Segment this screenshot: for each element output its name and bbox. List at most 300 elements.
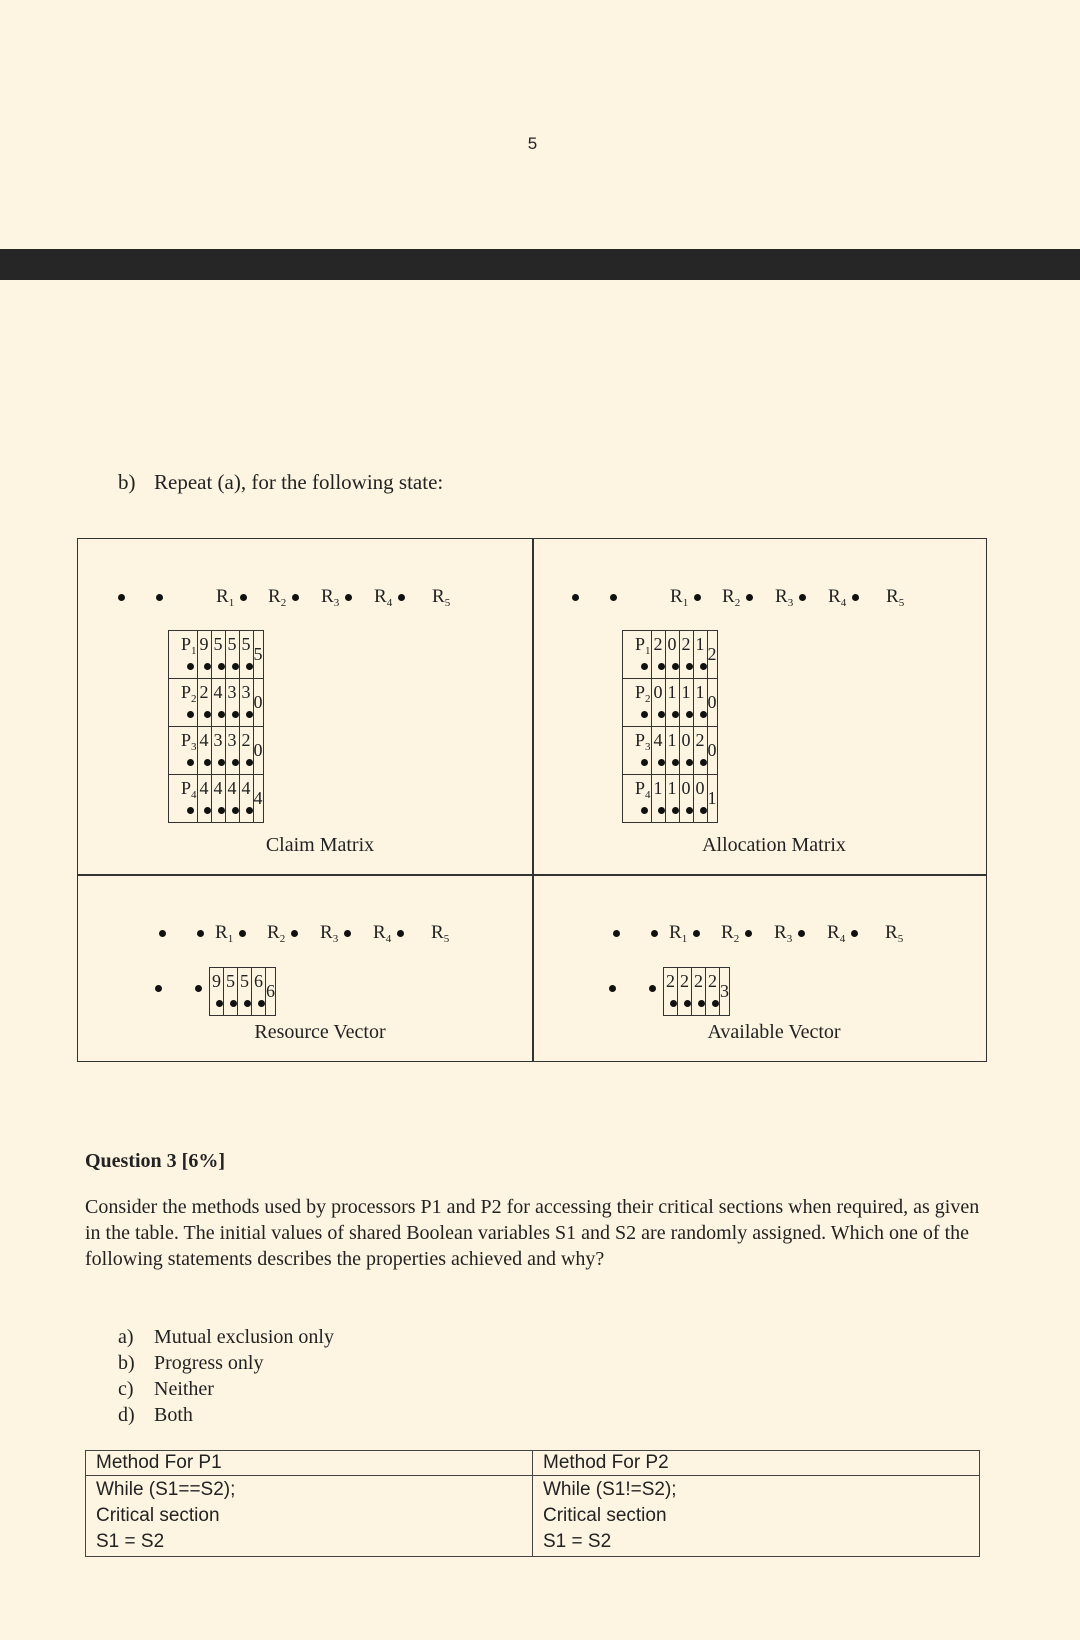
bullet-dot xyxy=(232,807,239,814)
bullet-dot xyxy=(641,711,648,718)
cell-value: 0 xyxy=(681,777,691,798)
bullet-dot xyxy=(746,594,753,601)
code-line: While (S1==S2); xyxy=(96,1479,236,1500)
bullet-dot xyxy=(641,663,648,670)
code-line: Critical section xyxy=(96,1505,220,1526)
part-b-text: Repeat (a), for the following state: xyxy=(154,470,444,494)
cell-value: 2 xyxy=(680,970,689,991)
bullet-dot xyxy=(246,711,253,718)
subscript: 2 xyxy=(191,692,197,705)
process-label xyxy=(169,631,198,679)
resource-header: $R_5$ xyxy=(432,586,451,609)
bullet-dot xyxy=(218,759,225,766)
cell-value: 0 xyxy=(253,740,263,760)
resource-header: $P_1$ xyxy=(181,634,197,675)
resource-header-3 xyxy=(320,922,351,944)
bullet-dot xyxy=(670,1000,677,1007)
matrix-cell xyxy=(665,775,679,823)
matrix-cell xyxy=(693,775,707,823)
resource-header: $R_2$ xyxy=(722,586,753,607)
resource-header-2 xyxy=(722,586,753,608)
code-line: S1 = S2 xyxy=(543,1531,612,1552)
vector-cell xyxy=(706,968,720,1016)
cell-value: 6 xyxy=(266,981,275,1001)
bullet-dot xyxy=(672,711,679,718)
bullet-dot xyxy=(232,711,239,718)
matrix-cell xyxy=(651,727,665,775)
bullet-dot xyxy=(852,594,859,601)
subscript: 4 xyxy=(191,788,197,801)
vector-cell xyxy=(692,968,706,1016)
vector-row xyxy=(664,968,730,1016)
subscript: 5 xyxy=(444,597,451,609)
matrix-cell xyxy=(693,631,707,679)
resource-header: $P_2$ xyxy=(635,682,651,723)
cell-value: 1 xyxy=(667,777,677,798)
subscript: 2 xyxy=(734,597,741,609)
question3-options xyxy=(118,1324,334,1428)
cell-value: 0 xyxy=(681,729,691,750)
matrix-cell xyxy=(665,631,679,679)
matrix-row xyxy=(169,631,264,679)
matrix-cell xyxy=(679,775,693,823)
bullet-dot xyxy=(672,759,679,766)
matrix-cell xyxy=(197,775,211,823)
resource-header-4 xyxy=(374,586,405,608)
vector-cell xyxy=(238,968,252,1016)
bullet-dot xyxy=(613,930,620,937)
subscript: 3 xyxy=(645,740,651,753)
bullet-dot xyxy=(649,985,656,992)
resource-header: $R_1$ xyxy=(216,586,247,607)
cell-value: 6 xyxy=(254,970,263,991)
matrix-cell xyxy=(239,727,253,775)
resource-header-2 xyxy=(721,922,752,944)
matrix-cell xyxy=(225,727,239,775)
bullet-dot xyxy=(686,711,693,718)
cell-value: 0 xyxy=(253,692,263,712)
bullet-dot xyxy=(218,807,225,814)
method-p2-code xyxy=(533,1476,980,1557)
cell-value: 2 xyxy=(681,633,691,654)
part-b-intro xyxy=(118,470,443,495)
option-c xyxy=(118,1376,334,1402)
option-text: Both xyxy=(154,1404,193,1426)
matrix-cell xyxy=(239,679,253,727)
matrix-row xyxy=(169,679,264,727)
bullet-dot xyxy=(684,1000,691,1007)
bullet-dot xyxy=(651,930,658,937)
subscript: 4 xyxy=(839,933,846,945)
subscript: 2 xyxy=(733,933,740,945)
subscript: 2 xyxy=(280,597,287,609)
code-line: S1 = S2 xyxy=(96,1531,165,1552)
frame-vertical-divider xyxy=(532,538,534,1062)
matrix-row xyxy=(623,679,718,727)
cell-value: 4 xyxy=(213,681,223,702)
matrix-cell xyxy=(665,679,679,727)
bullet-dot xyxy=(641,807,648,814)
resource-header: $R_4$ xyxy=(828,586,859,607)
option-text: Progress only xyxy=(154,1352,264,1374)
bullet-dot xyxy=(204,807,211,814)
cell-value: 1 xyxy=(695,633,705,654)
bullet-dot xyxy=(397,930,404,937)
bullet-dot xyxy=(155,985,162,992)
bullet-dot xyxy=(156,594,163,601)
process-label xyxy=(169,727,198,775)
matrix-cell xyxy=(225,631,239,679)
bullet-dot xyxy=(745,930,752,937)
cell-value: 5 xyxy=(240,970,249,991)
bullet-dot xyxy=(230,1000,237,1007)
bullet-dot xyxy=(187,759,194,766)
bullet-dot xyxy=(246,663,253,670)
cell-value: 0 xyxy=(667,633,677,654)
cell-value: 4 xyxy=(241,777,251,798)
resource-header-5 xyxy=(431,922,449,944)
subscript: 4 xyxy=(386,597,393,609)
bullet-dot xyxy=(195,985,202,992)
vector-cell xyxy=(678,968,692,1016)
resource-header-1 xyxy=(670,586,701,608)
matrix-cell xyxy=(707,679,717,727)
option-label: d) xyxy=(118,1404,135,1426)
resource-header: $R_3$ xyxy=(774,922,805,943)
cell-value: 5 xyxy=(226,970,235,991)
claim-matrix-table xyxy=(168,630,264,823)
bullet-dot xyxy=(258,1000,265,1007)
cell-value: 1 xyxy=(667,681,677,702)
subscript: 3 xyxy=(191,740,197,753)
resource-header-2 xyxy=(268,586,299,608)
resource-header: $R_5$ xyxy=(885,922,904,945)
resource-header: $R_5$ xyxy=(431,922,450,945)
resource-header-4 xyxy=(373,922,404,944)
bullet-dot xyxy=(686,663,693,670)
method-p1-title: Method For P1 xyxy=(86,1451,533,1476)
option-a xyxy=(118,1324,334,1350)
bullet-dot xyxy=(700,663,707,670)
matrix-row xyxy=(623,775,718,823)
matrix-cell xyxy=(679,727,693,775)
allocation-matrix-caption: Allocation Matrix xyxy=(702,834,846,856)
vector-cell xyxy=(720,968,730,1016)
subscript: 3 xyxy=(787,597,794,609)
available-vector-table xyxy=(663,967,730,1016)
matrix-cell xyxy=(253,679,263,727)
cell-value: 3 xyxy=(227,729,237,750)
bullet-dot xyxy=(292,594,299,601)
option-text: Mutual exclusion only xyxy=(154,1326,334,1348)
bullet-dot xyxy=(672,807,679,814)
cell-value: 9 xyxy=(212,970,221,991)
process-label xyxy=(623,727,652,775)
resource-header-1 xyxy=(216,586,247,608)
bullet-dot xyxy=(641,759,648,766)
bullet-dot xyxy=(218,663,225,670)
cell-value: 0 xyxy=(707,692,717,712)
matrix-cell xyxy=(211,775,225,823)
bullet-dot xyxy=(698,1000,705,1007)
cell-value: 1 xyxy=(707,788,717,808)
resource-header-5 xyxy=(886,586,904,608)
available-vector-caption: Available Vector xyxy=(707,1021,841,1043)
cell-value: 2 xyxy=(666,970,675,991)
subscript: 4 xyxy=(385,933,392,945)
matrix-cell xyxy=(665,727,679,775)
resource-header-5 xyxy=(885,922,903,944)
bullet-dot xyxy=(204,663,211,670)
matrix-cell xyxy=(239,631,253,679)
resource-header: $P_2$ xyxy=(181,682,197,723)
bullet-dot xyxy=(798,930,805,937)
matrix-row xyxy=(623,727,718,775)
matrix-cell xyxy=(211,631,225,679)
option-b xyxy=(118,1350,334,1376)
option-label: c) xyxy=(118,1378,134,1400)
bullet-dot xyxy=(610,594,617,601)
subscript: 5 xyxy=(897,933,904,945)
bullet-dot xyxy=(232,663,239,670)
bullet-dot xyxy=(693,930,700,937)
matrix-cell xyxy=(225,679,239,727)
process-label xyxy=(623,775,652,823)
matrix-cell xyxy=(693,727,707,775)
subscript: 5 xyxy=(443,933,450,945)
bullet-dot xyxy=(246,807,253,814)
bullet-dot xyxy=(240,594,247,601)
bullet-dot xyxy=(712,1000,719,1007)
bullet-dot xyxy=(159,930,166,937)
matrix-cell xyxy=(197,631,211,679)
resource-header-3 xyxy=(321,586,352,608)
code-line: Critical section xyxy=(543,1505,667,1526)
cell-value: 0 xyxy=(695,777,705,798)
resource-header-3 xyxy=(775,586,806,608)
resource-header: $R_3$ xyxy=(320,922,351,943)
resource-header: $R_1$ xyxy=(215,922,246,943)
resource-header: $R_2$ xyxy=(267,922,298,943)
resource-vector-table xyxy=(209,967,276,1016)
cell-value: 5 xyxy=(213,633,223,654)
bullet-dot xyxy=(658,759,665,766)
subscript: 1 xyxy=(682,597,689,609)
matrix-cell xyxy=(253,727,263,775)
bullet-dot xyxy=(700,759,707,766)
subscript: 2 xyxy=(279,933,286,945)
matrix-cell xyxy=(211,679,225,727)
resource-header: $R_4$ xyxy=(827,922,858,943)
bullet-dot xyxy=(658,711,665,718)
bullet-dot xyxy=(658,807,665,814)
vector-cell xyxy=(664,968,678,1016)
matrix-cell xyxy=(239,775,253,823)
matrix-row xyxy=(169,775,264,823)
bullet-dot xyxy=(398,594,405,601)
question3-title: Question 3 [6%] xyxy=(85,1150,225,1172)
part-b-label: b) xyxy=(118,470,136,494)
bullet-dot xyxy=(345,594,352,601)
cell-value: 2 xyxy=(199,681,209,702)
process-label xyxy=(169,775,198,823)
resource-header: $R_1$ xyxy=(670,586,701,607)
matrix-cell xyxy=(679,631,693,679)
resource-header: $R_3$ xyxy=(321,586,352,607)
frame-horizontal-divider xyxy=(77,874,987,876)
matrix-row xyxy=(169,727,264,775)
allocation-matrix-table xyxy=(622,630,718,823)
bullet-dot xyxy=(187,663,194,670)
claim-matrix-caption: Claim Matrix xyxy=(265,834,375,856)
option-text: Neither xyxy=(154,1378,214,1400)
option-label: b) xyxy=(118,1352,135,1374)
cell-value: 4 xyxy=(213,777,223,798)
subscript: 3 xyxy=(333,597,340,609)
bullet-dot xyxy=(218,711,225,718)
bullet-dot xyxy=(246,759,253,766)
matrix-cell xyxy=(211,727,225,775)
cell-value: 0 xyxy=(653,681,663,702)
resource-header-1 xyxy=(215,922,246,944)
cell-value: 1 xyxy=(695,681,705,702)
cell-value: 1 xyxy=(681,681,691,702)
method-p1-code xyxy=(86,1476,533,1557)
bullet-dot xyxy=(672,663,679,670)
resource-header: $R_5$ xyxy=(886,586,905,609)
matrix-cell xyxy=(197,679,211,727)
subscript: 3 xyxy=(786,933,793,945)
resource-header: $P_3$ xyxy=(181,730,197,771)
cell-value: 0 xyxy=(707,740,717,760)
matrix-cell xyxy=(707,775,717,823)
vector-cell xyxy=(252,968,266,1016)
subscript: 1 xyxy=(681,933,688,945)
subscript: 4 xyxy=(645,788,651,801)
cell-value: 2 xyxy=(653,633,663,654)
matrix-cell xyxy=(197,727,211,775)
cell-value: 4 xyxy=(199,777,209,798)
bullet-dot xyxy=(658,663,665,670)
cell-value: 4 xyxy=(199,729,209,750)
bullet-dot xyxy=(118,594,125,601)
cell-value: 1 xyxy=(653,777,663,798)
matrix-cell xyxy=(693,679,707,727)
resource-header-5 xyxy=(432,586,450,608)
matrix-cell xyxy=(651,679,665,727)
resource-header: $R_4$ xyxy=(374,586,405,607)
cell-value: 4 xyxy=(253,788,263,808)
bullet-dot xyxy=(187,711,194,718)
cell-value: 5 xyxy=(227,633,237,654)
bullet-dot xyxy=(291,930,298,937)
bullet-dot xyxy=(700,711,707,718)
separator-band xyxy=(0,249,1080,280)
cell-value: 5 xyxy=(253,644,263,664)
subscript: 1 xyxy=(645,644,651,657)
subscript: 5 xyxy=(898,597,905,609)
bullet-dot xyxy=(216,1000,223,1007)
cell-value: 2 xyxy=(707,644,717,664)
resource-header-4 xyxy=(828,586,859,608)
matrix-cell xyxy=(253,775,263,823)
resource-header: $R_4$ xyxy=(373,922,404,943)
subscript: 1 xyxy=(228,597,235,609)
matrix-cell xyxy=(651,775,665,823)
matrix-cell xyxy=(651,631,665,679)
bullet-dot xyxy=(204,759,211,766)
cell-value: 4 xyxy=(227,777,237,798)
resource-header: $R_3$ xyxy=(775,586,806,607)
matrix-cell xyxy=(225,775,239,823)
matrix-cell xyxy=(707,631,717,679)
subscript: 4 xyxy=(840,597,847,609)
cell-value: 2 xyxy=(695,729,705,750)
cell-value: 2 xyxy=(241,729,251,750)
resource-header: $P_3$ xyxy=(635,730,651,771)
resource-header-4 xyxy=(827,922,858,944)
bullet-dot xyxy=(700,807,707,814)
option-d xyxy=(118,1402,334,1428)
bullet-dot xyxy=(239,930,246,937)
vector-cell xyxy=(266,968,276,1016)
cell-value: 3 xyxy=(213,729,223,750)
resource-header: $P_1$ xyxy=(635,634,651,675)
subscript: 2 xyxy=(645,692,651,705)
cell-value: 3 xyxy=(241,681,251,702)
resource-vector-caption: Resource Vector xyxy=(254,1021,386,1043)
cell-value: 3 xyxy=(720,981,729,1001)
subscript: 1 xyxy=(191,644,197,657)
bullet-dot xyxy=(851,930,858,937)
bullet-dot xyxy=(232,759,239,766)
bullet-dot xyxy=(686,759,693,766)
bullet-dot xyxy=(187,807,194,814)
subscript: 3 xyxy=(332,933,339,945)
cell-value: 4 xyxy=(653,729,663,750)
code-line: While (S1!=S2); xyxy=(543,1479,677,1500)
bullet-dot xyxy=(197,930,204,937)
resource-header: $P_4$ xyxy=(635,778,651,819)
resource-header: $R_1$ xyxy=(669,922,700,943)
cell-value: 1 xyxy=(667,729,677,750)
process-label xyxy=(623,679,652,727)
cell-value: 2 xyxy=(694,970,703,991)
bullet-dot xyxy=(686,807,693,814)
page-number: 5 xyxy=(527,134,538,153)
process-label xyxy=(623,631,652,679)
cell-value: 2 xyxy=(708,970,717,991)
resource-header: $R_2$ xyxy=(721,922,752,943)
bullet-dot xyxy=(799,594,806,601)
resource-header-2 xyxy=(267,922,298,944)
matrix-row xyxy=(623,631,718,679)
bullet-dot xyxy=(244,1000,251,1007)
resource-header-1 xyxy=(669,922,700,944)
option-label: a) xyxy=(118,1326,134,1348)
bullet-dot xyxy=(204,711,211,718)
methods-table xyxy=(85,1450,980,1557)
bullet-dot xyxy=(694,594,701,601)
vector-row xyxy=(210,968,276,1016)
process-label xyxy=(169,679,198,727)
bullet-dot xyxy=(609,985,616,992)
cell-value: 5 xyxy=(241,633,251,654)
bullet-dot xyxy=(572,594,579,601)
cell-value: 9 xyxy=(199,633,209,654)
vector-cell xyxy=(210,968,224,1016)
resource-header: $R_2$ xyxy=(268,586,299,607)
